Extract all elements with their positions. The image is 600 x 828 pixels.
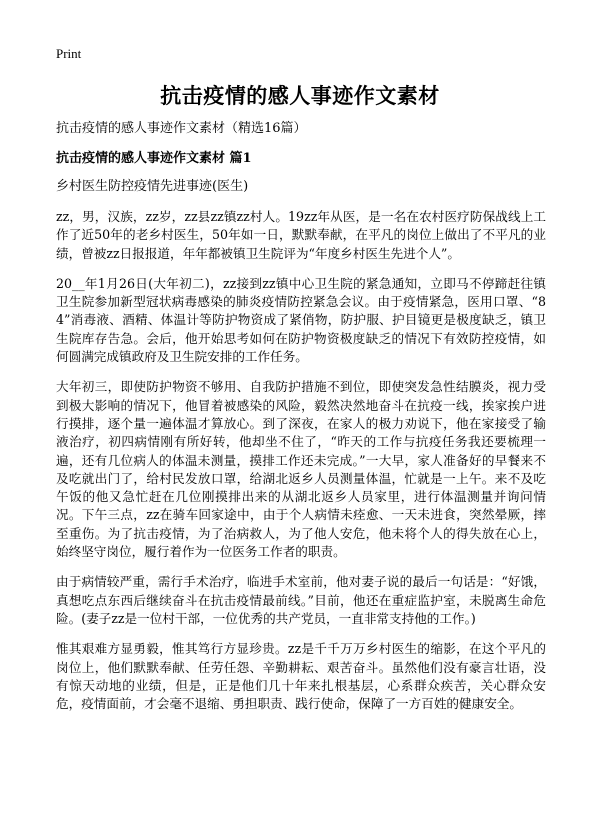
paragraph-2: 20__年1月26日(大年初二)，zz接到zz镇中心卫生院的紧急通知，立即马不停蹄赶往镇卫生院参加新型冠状病毒感染的肺炎疫情防控紧急会议。由于疫情紧急，医用口罩、“84”消毒液、酒精、体温计等防护物资成了紧俏物，防护服、护目镜更是极度缺乏，镇卫生院库存告急。会后，他开始思考如何在防护物资极度缺乏的情况下有效防控疫情，如何圆满完成镇政府及卫生院安排的工作任务。: [56, 275, 546, 365]
section-heading: 抗击疫情的感人事迹作文素材 篇1: [56, 151, 252, 166]
section-intro-line: 乡村医生防控疫情先进事迹(医生): [56, 179, 249, 194]
paragraph-4: 由于病情较严重，需行手术治疗，临进手术室前，他对妻子说的最后一句话是：“好饿，真想吃点东西后继续奋斗在抗击疫情最前线。”目前，他还在重症监护室，未脱离生命危险。(妻子zz是一位村干部，一位优秀的共产党员，一直非常支持他的工作。): [56, 574, 546, 626]
document-subtitle: 抗击疫情的感人事迹作文素材（精选16篇）: [56, 121, 307, 136]
paragraph-5: 惟其艰难方显勇毅，惟其笃行方显珍贵。zz是千千万万乡村医生的缩影，在这个平凡的岗位上，他们默默奉献、任劳任怨、辛勤耕耘、艰苦奋斗。虽然他们没有豪言壮语，没有惊天动地的业绩，但是，正是他们几十年来扎根基层，心系群众疾苦，关心群众安危，疫情面前，才会毫不退缩、勇担职责、践行使命，保障了一方百姓的健康安全。: [56, 641, 546, 712]
print-link[interactable]: Print: [56, 46, 82, 61]
paragraph-3: 大年初三，即使防护物资不够用、自我防护措施不到位，即使突发急性结膜炎，视力受到极大影响的情况下，他冒着被感染的风险，毅然决然地奋斗在抗疫一线，挨家挨户进行摸排，逐个量一遍体温才算放心。到了深夜，在家人的极力劝说下，他在家接受了输液治疗，初四病情刚有所好转，他却坐不住了，“昨天的工作与抗疫任务我还要梳理一遍，还有几位病人的体温未测量，摸排工作还未完成。”一大早，家人准备好的早餐来不及吃就出门了，给村民发放口罩，给湖北返乡人员测量体温，忙就是一上午。来不及吃午饭的他又急忙赶在几位刚摸排出来的从湖北返乡人员家里，进行体温测量并询问情况。下午三点，zz在骑车回家途中，由于个人病情未痊愈、一天未进食，突然晕厥，摔至重伤。为了抗击疫情，为了治病救人，为了他人安危，他未将个人的得失放在心上，始终坚守岗位，履行着作为一位医务工作者的职责。: [56, 379, 546, 560]
document-body: [56, 120, 546, 725]
page-title: 抗击疫情的感人事迹作文素材: [160, 83, 440, 108]
paragraph-1: zz，男，汉族，zz岁，zz县zz镇zz村人。19zz年从医，是一名在农村医疗防保战线上工作了近50年的老乡村医生，50年如一日，默默奉献，在平凡的岗位上做出了不平凡的业绩，曾被zz日报报道，年年都被镇卫生院评为“年度乡村医生先进个人”。: [56, 209, 546, 261]
